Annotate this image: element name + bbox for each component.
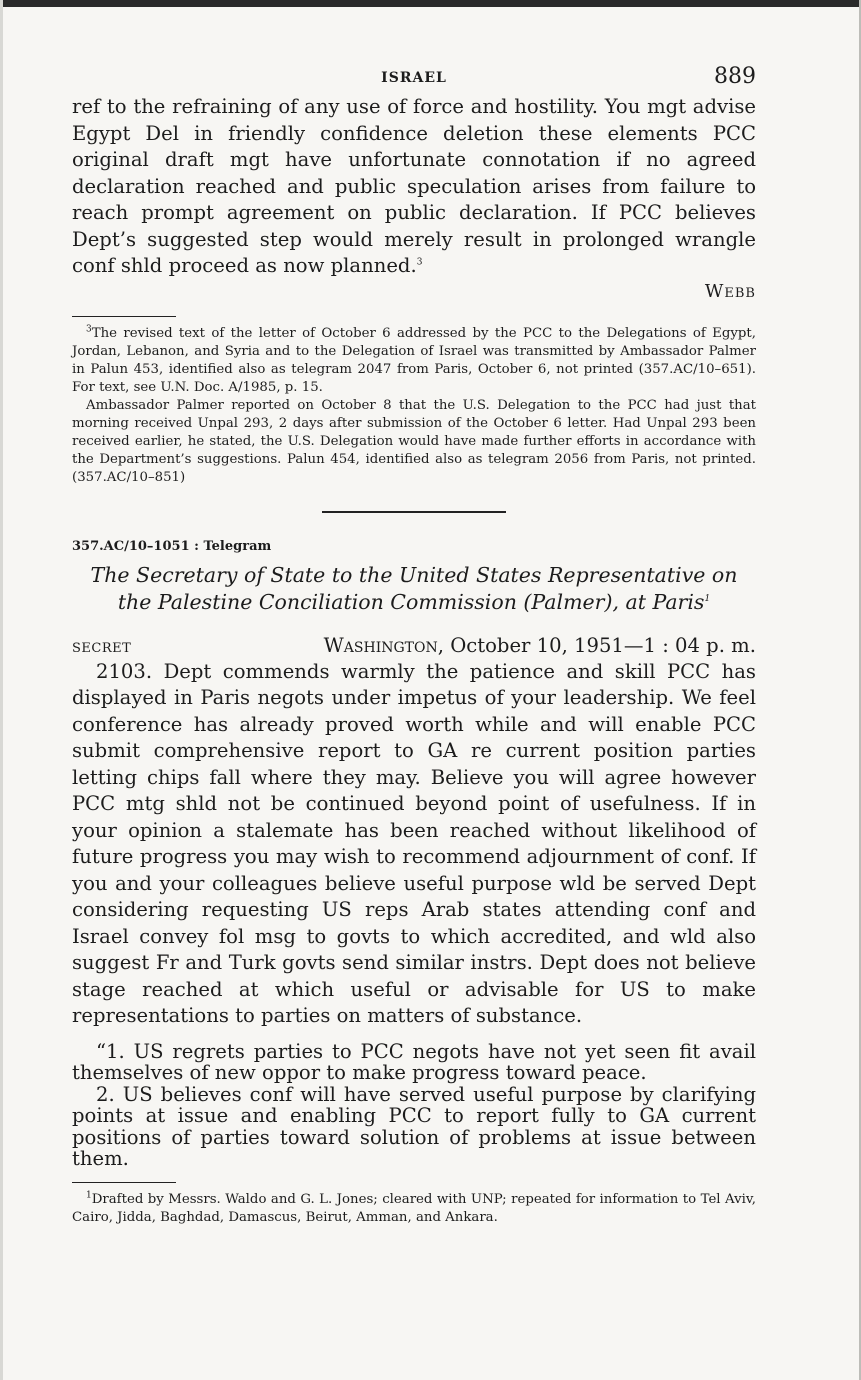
scan-top-edge xyxy=(0,0,861,7)
document-id: 357.AC/10–1051 : Telegram xyxy=(72,538,272,554)
page-header xyxy=(72,64,756,94)
footnote-ref-3: 3 xyxy=(416,257,423,268)
running-head: ISRAEL xyxy=(381,70,447,86)
date-line xyxy=(324,634,756,657)
quote-point-1: “1. US regrets parties to PCC negots have not yet seen fit avail themselves of new oppor to make progress toward peace. xyxy=(72,1039,756,1084)
footnote-3-text: The revised text of the letter of October 6 addressed by the PCC to the Delegations of Egypt, Jordan, Lebanon, and Syria and to the Delegation of Israel was transmitted by Ambassador Palmer in Palun 453, identified also as telegram 2047 from Paris, October 6, not printed (357.AC/10–651). For text, see U.N. Doc. A/1985, p. 15. xyxy=(72,325,756,395)
footnote-3-paragraph-2: Ambassador Palmer reported on October 8 that the U.S. Delegation to the PCC had just that morning received Unpal 293, 2 days after submission of the October 6 letter. Had Unpal 293 been received earlier, he stated, the U.S. Delegation would have made further efforts in accordance with the Department’s suggestions. Palun 454, identified also as telegram 2056 from Paris, not printed. (357.AC/10–851) xyxy=(72,397,756,485)
footnote-1-marker: 1 xyxy=(86,1190,92,1201)
spacer xyxy=(72,1030,756,1041)
signature: Webb xyxy=(704,280,756,302)
quote-point-2: 2. US believes conf will have served useful purpose by clarifying points at issue and enabling PCC to report fully to GA current positions of parties toward solution of problems at issue between them. xyxy=(72,1082,756,1170)
classification: SECRET xyxy=(72,640,132,656)
continuation-paragraph xyxy=(72,94,756,280)
footnote-3-paragraph-1 xyxy=(72,325,756,397)
document-title-text: The Secretary of State to the United States Representative on the Palestine Conciliation Commission (Palmer), at Paris xyxy=(90,562,738,614)
continuation-text: ref to the refraining of any use of force and hostility. You mgt advise Egypt Del in friendly confidence deletion these elements PCC original draft mgt have unfortunate connotation if no agreed declaration reached and public speculation arises from failure to reach prompt agreement on public declaration. If PCC believes Dept’s suggested step would merely result in prolonged wrangle conf shld proceed as now planned. xyxy=(72,95,756,277)
page-number: 889 xyxy=(714,64,756,89)
footnote-ref-1: 1 xyxy=(704,593,711,604)
telegram-body: 2103. Dept commends warmly the patience and skill PCC has displayed in Paris negots under impetus of your leadership. We feel conference has already proved worth while and will enable PCC submit comprehensive report to GA re current position parties letting chips fall where they may. Believe you will agree however PCC mtg shld not be continued beyond point of usefulness. If in your opinion a stalemate has been reached without likelihood of future progress you may wish to recommend adjournment of conf. If you and your colleagues believe useful purpose wld be served Dept considering requesting US reps Arab states attending conf and Israel convey fol msg to govts to which accredited, and wld also suggest Fr and Turk govts send similar instrs. Dept does not believe stage reached at which useful or advisable for US to make representations to parties on matters of substance. xyxy=(72,659,756,1027)
scan-left-edge xyxy=(0,0,3,1380)
footnote-1 xyxy=(72,1191,756,1227)
footnote-1-text: Drafted by Messrs. Waldo and G. L. Jones; cleared with UNP; repeated for information to Tel Aviv, Cairo, Jidda, Baghdad, Damascus, Beirut, Amman, and Ankara. xyxy=(72,1191,756,1225)
place: Washington xyxy=(323,633,438,657)
document-title xyxy=(72,562,756,616)
section-separator xyxy=(322,511,506,513)
footnote-rule-bottom xyxy=(72,1182,176,1183)
footnote-3-marker: 3 xyxy=(86,324,92,335)
date: , October 10, 1951—1 : 04 p. m. xyxy=(437,633,756,657)
footnote-rule-top xyxy=(72,316,176,317)
document-page xyxy=(72,64,756,1227)
dateline xyxy=(72,634,756,657)
